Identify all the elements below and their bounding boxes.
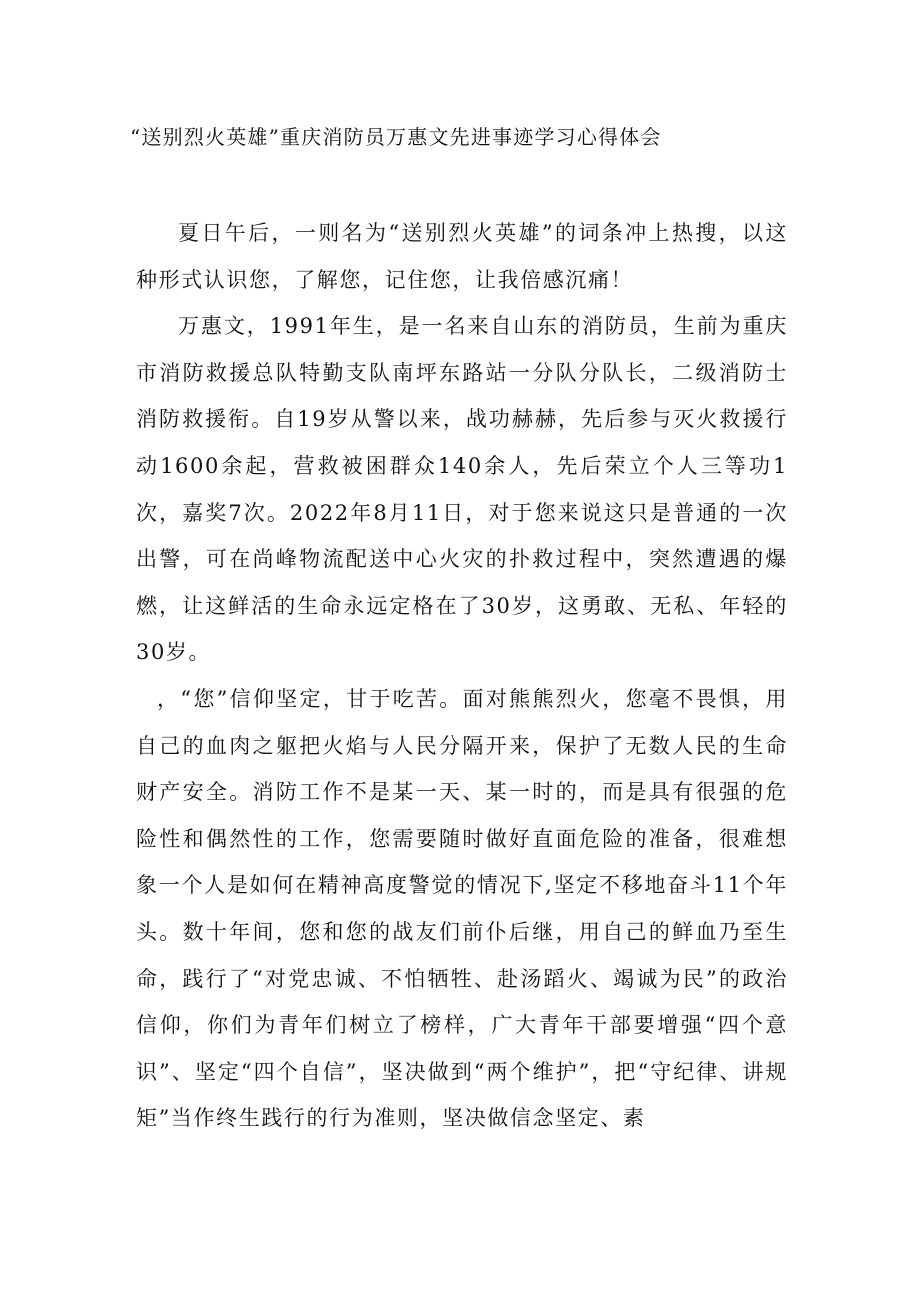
document-body [136,210,788,1142]
paragraph-belief: ，“您”信仰坚定，甘于吃苦。面对熊熊烈火，您毫不畏惧，用自己的血肉之躯把火焰与人民分隔开来，保护了无数人民的生命财产安全。消防工作不是某一天、某一时的，而是具有很强的危险性和偶然性的工作，您需要随时做好直面危险的准备，很难想象一个人是如何在精神高度警觉的情况下,坚定不移地奋斗11个年头。数十年间，您和您的战友们前仆后继，用自己的鲜血乃至生命，践行了“对党忠诚、不怕牺牲、赴汤蹈火、竭诚为民”的政治信仰，你们为青年们树立了榜样，广大青年干部要增强“四个意识”、坚定“四个自信”，坚决做到“两个维护”，把“守纪律、讲规矩”当作终生践行的行为准则，坚决做信念坚定、素 [136,686,788,1131]
paragraph-biography: 万惠文，1991年生，是一名来自山东的消防员，生前为重庆市消防救援总队特勤支队南坪东路站一分队分队长，二级消防士消防救援衔。自19岁从警以来，战功赫赫，先后参与灭火救援行动1600余起，营救被困群众140余人，先后荣立个人三等功1次，嘉奖7次。2022年8月11日，对于您来说这只是普通的一次出警，可在尚峰物流配送中心火灾的扑救过程中，突然遭遇的爆燃，让这鲜活的生命永远定格在了30岁，这勇敢、无私、年轻的30岁。 [136,314,788,665]
paragraph-intro: 夏日午后，一则名为“送别烈火英雄”的词条冲上热搜，以这种形式认识您，了解您，记住您，让我倍感沉痛！ [136,221,788,292]
document-title: “送别烈火英雄”重庆消防员万惠文先进事迹学习心得体会 [130,125,662,149]
